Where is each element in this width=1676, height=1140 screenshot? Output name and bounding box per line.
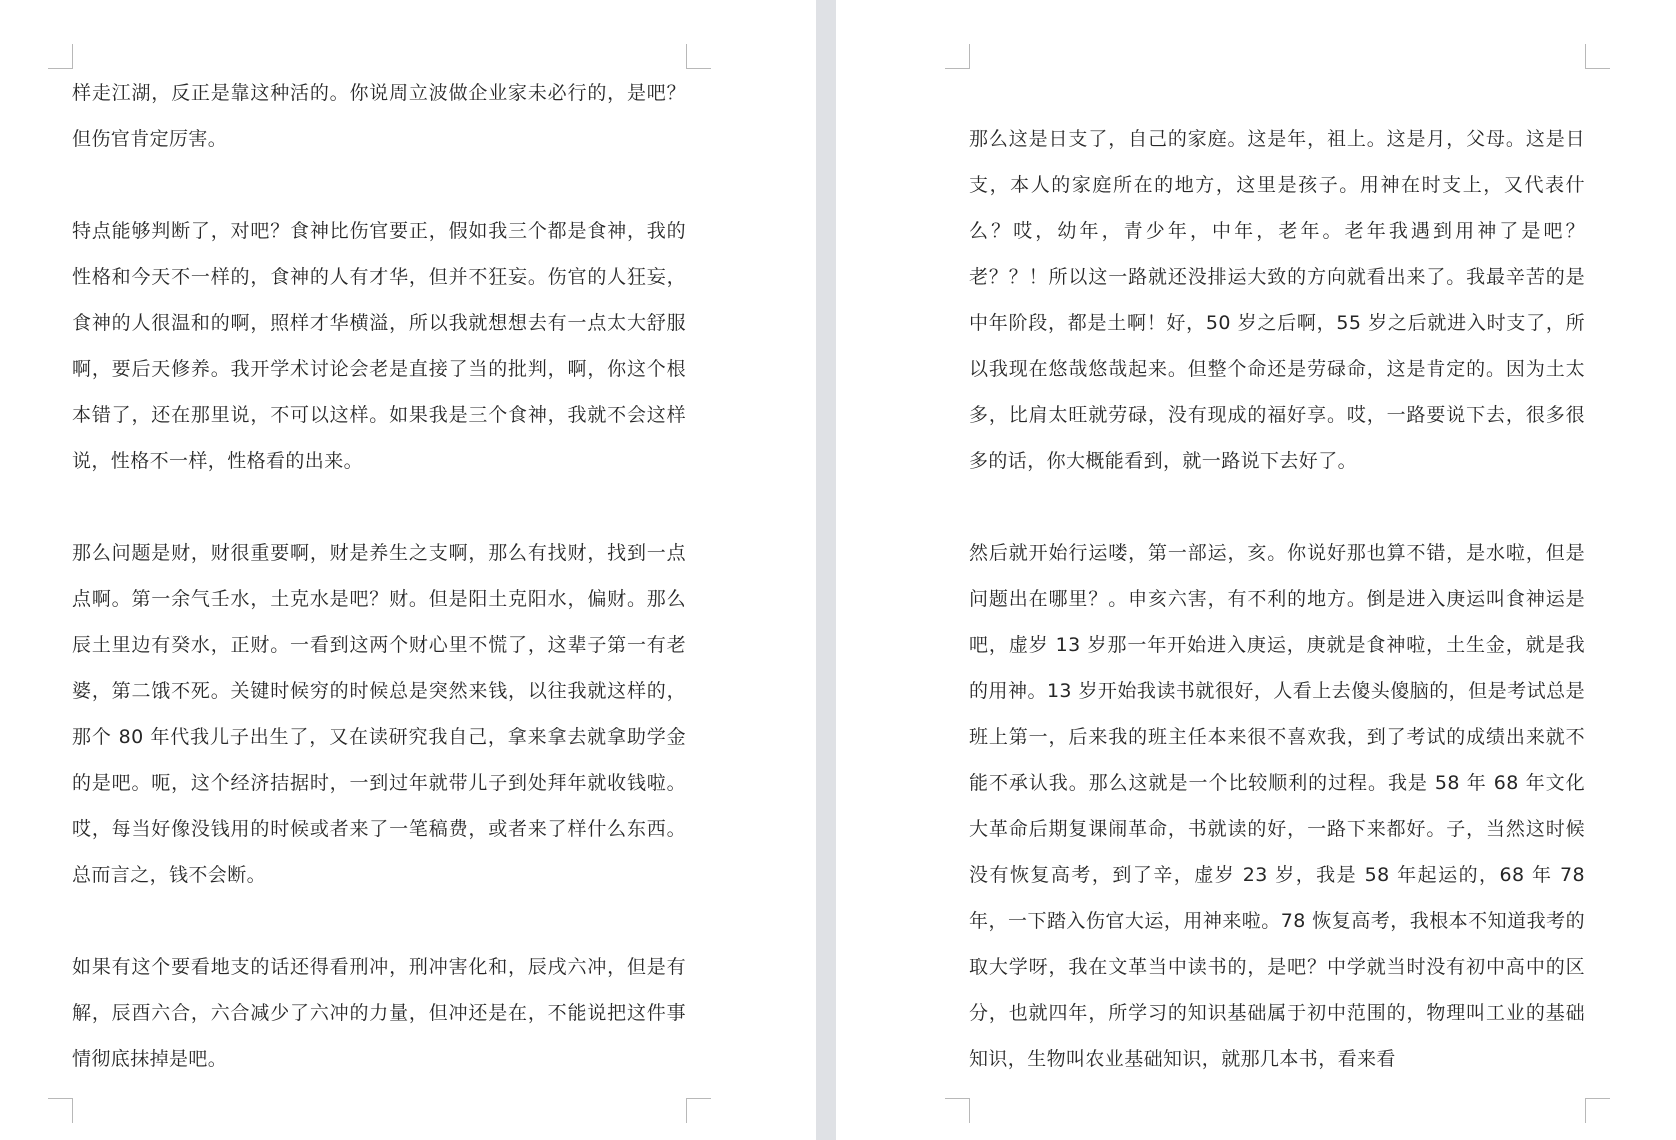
paragraph: 那么这是日支了，自己的家庭。这是年，祖上。这是月，父母。这是日支，本人的家庭所在的地方，这里是孩子。用神在时支上，又代表什么？哎，幼年，青少年，中年，老年。老年我遇到用神了是吧？老？？！所以这一路就还没排运大致的方向就看出来了。我最辛苦的是中年阶段，都是土啊！好，50 岁之后啊，55 岁之后就进入时支了，所以我现在悠哉悠哉起来。但整个命还是劳碌命，这是肯定的。因为土太多，比肩太旺就劳碌，没有现成的福好享。哎，一路要说下去，很多很多的话，你大概能看到，就一路说下去好了。 [969, 128, 1585, 472]
page-body [72, 70, 686, 1082]
margin-corner-bottom-right [1585, 1098, 1610, 1123]
margin-corner-bottom-left [48, 1098, 73, 1123]
margin-corner-top-left [48, 44, 73, 69]
paragraph: 特点能够判断了，对吧？食神比伤官要正，假如我三个都是食神，我的性格和今天不一样的，食神的人有才华，但并不狂妄。伤官的人狂妄，食神的人很温和的啊，照样才华横溢，所以我就想想去有一点太大舒服啊，要后天修养。我开学术讨论会老是直接了当的批判，啊，你这个根本错了，还在那里说，不可以这样。如果我是三个食神，我就不会这样说，性格不一样，性格看的出来。 [72, 220, 686, 472]
margin-corner-bottom-right [686, 1098, 711, 1123]
paragraph: 然后就开始行运喽，第一部运，亥。你说好那也算不错，是水啦，但是问题出在哪里？。申亥六害，有不利的地方。倒是进入庚运叫食神运是吧，虚岁 13 岁那一年开始进入庚运，庚就是食神啦，土生金，就是我的用神。13 岁开始我读书就很好，人看上去傻头傻脑的，但是考试总是班上第一，后来我的班主任本来很不喜欢我，到了考试的成绩出来就不能不承认我。那么这就是一个比较顺利的过程。我是 58 年 68 年文化大革命后期复课闹革命，书就读的好，一路下来都好。子，当然这时候没有恢复高考，到了辛，虚岁 23 岁，我是 58 年起运的，68 年 78 年，一下踏入伤官大运，用神来啦。78 恢复高考，我根本不知道我考的取大学呀，我在文革当中读书的，是吧？中学就当时没有初中高中的区分，也就四年，所学习的知识基础属于初中范围的，物理叫工业的基础知识，生物叫农业基础知识，就那几本书，看来看 [969, 542, 1585, 1070]
page-left [0, 0, 816, 1140]
paragraph: 那么问题是财，财很重要啊，财是养生之支啊，那么有找财，找到一点点啊。第一余气壬水，土克水是吧？财。但是阳土克阳水，偏财。那么辰土里边有癸水，正财。一看到这两个财心里不慌了，这辈子第一有老婆，第二饿不死。关键时候穷的时候总是突然来钱，以往我就这样的，那个 80 年代我儿子出生了，又在读研究我自己，拿来拿去就拿助学金的是吧。呃，这个经济拮据时，一到过年就带儿子到处拜年就收钱啦。哎，每当好像没钱用的时候或者来了一笔稿费，或者来了样什么东西。总而言之，钱不会断。 [72, 542, 686, 886]
paragraph: 如果有这个要看地支的话还得看刑冲，刑冲害化和，辰戌六冲，但是有解，辰酉六合，六合减少了六冲的力量，但冲还是在，不能说把这件事情彻底抹掉是吧。 [72, 956, 686, 1070]
page-right [836, 0, 1676, 1140]
page-gutter [816, 0, 836, 1140]
margin-corner-top-right [686, 44, 711, 69]
margin-corner-bottom-left [945, 1098, 970, 1123]
margin-corner-top-left [945, 44, 970, 69]
paragraph: 样走江湖，反正是靠这种活的。你说周立波做企业家未必行的，是吧？但伤官肯定厉害。 [72, 82, 686, 150]
margin-corner-top-right [1585, 44, 1610, 69]
page-body [969, 116, 1585, 1082]
